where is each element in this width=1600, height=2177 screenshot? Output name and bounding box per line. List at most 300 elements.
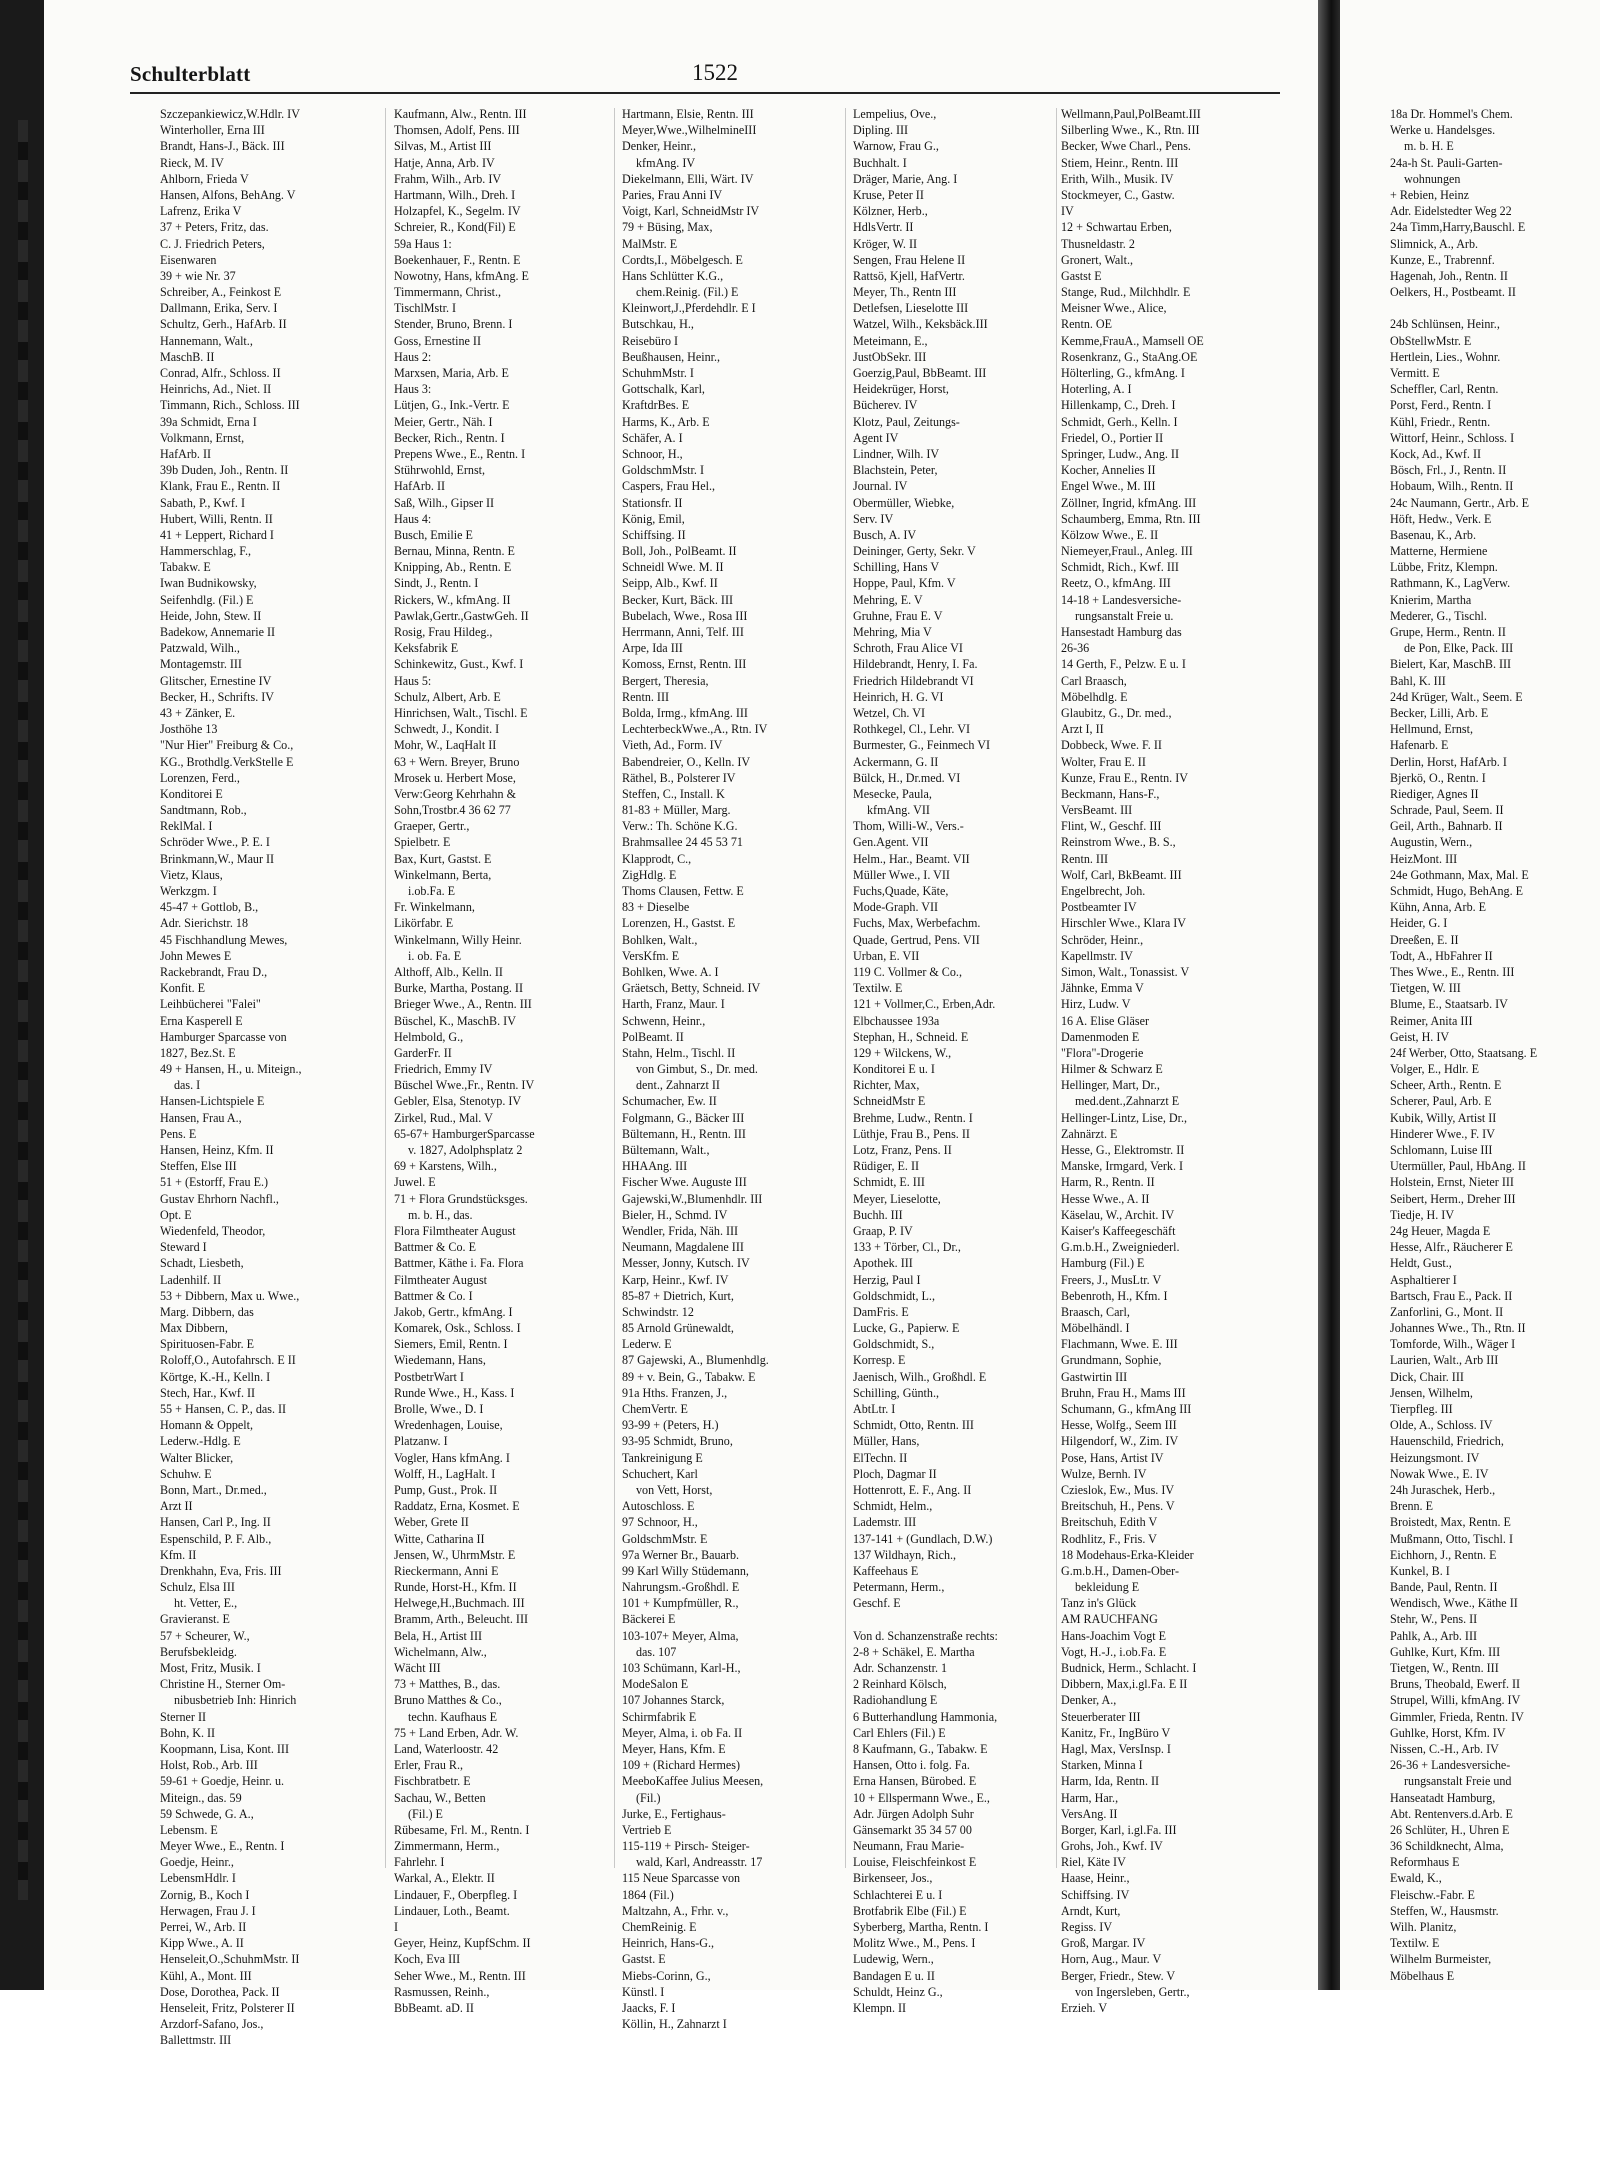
directory-entry: Ballettmstr. III (160, 2033, 232, 2048)
directory-entry: Schumacher, Ew. II (622, 1094, 717, 1109)
directory-entry: 97 Schnoor, H., (622, 1515, 698, 1530)
directory-entry: Silberling Wwe., K., Rtn. III (1061, 123, 1200, 138)
directory-entry: Rosig, Frau Hildeg., (394, 625, 493, 639)
directory-entry: Likörfabr. E (394, 916, 454, 931)
directory-entry: Budnick, Herm., Schlacht. I (1061, 1661, 1197, 1675)
directory-entry: MaschB. II (160, 349, 215, 364)
directory-entry: Schadt, Liesbeth, (160, 1256, 244, 1271)
directory-entry: Engel Wwe., M. III (1061, 479, 1156, 494)
directory-entry: kfmAng. IV (636, 155, 696, 170)
directory-entry: Lotz, Franz, Pens. II (853, 1143, 952, 1157)
directory-entry: Hartmann, Elsie, Rentn. III (622, 107, 754, 121)
column-divider (385, 108, 386, 1868)
directory-entry: Stationsfr. II (622, 495, 683, 510)
directory-entry: Bülck, H., Dr.med. VI (853, 770, 961, 785)
directory-entry: Borger, Karl, i.gl.Fa. III (1061, 1822, 1177, 1837)
directory-entry: Rattsö, Kjell, HafVertr. (853, 268, 965, 283)
directory-entry: ModeSalon E (622, 1677, 689, 1692)
directory-entry: Rübesame, Frl. M., Rentn. I (394, 1822, 530, 1837)
directory-entry: Gajewski,W.,Blumenhdlr. III (622, 1191, 763, 1206)
directory-entry: Steuerberater III (1061, 1709, 1141, 1724)
directory-entry: Kröger, W. II (853, 236, 917, 251)
directory-entry: Syberberg, Martha, Rentn. I (853, 1920, 989, 1934)
directory-entry: Wiedenfeld, Theodor, (160, 1223, 266, 1238)
directory-entry: techn. Kaufhaus E (408, 1709, 497, 1724)
directory-entry: Reetz, O., kfmAng. III (1061, 576, 1171, 591)
directory-entry: G.m.b.H., Damen-Ober- (1061, 1563, 1179, 1578)
directory-entry: Hinrichsen, Walt., Tischl. E (394, 705, 528, 720)
directory-entry: Von d. Schanzenstraße rechts: (853, 1628, 998, 1643)
directory-entry: JustObSekr. III (853, 349, 927, 364)
directory-entry: Serv. IV (853, 511, 894, 526)
directory-entry: Platzanw. I (394, 1434, 448, 1449)
directory-entry: Molitz Wwe., M., Pens. I (853, 1936, 976, 1951)
directory-entry: Kubik, Willy, Artist II (1390, 1110, 1497, 1125)
directory-entry: Simon, Walt., Tonassist. V (1061, 964, 1190, 979)
directory-entry: Sohn,Trostbr.4 36 62 77 (394, 803, 511, 818)
directory-entry: Busch, Emilie E (394, 527, 473, 542)
directory-entry: Hansen, Heinz, Kfm. II (160, 1143, 274, 1157)
directory-entry: Kfm. II (160, 1547, 197, 1562)
directory-entry: Becker, Wwe Charl., Pens. (1061, 139, 1191, 154)
directory-entry: Schirmfabrik E (622, 1709, 697, 1724)
directory-entry: Meyer Wwe., E., Rentn. I (160, 1839, 285, 1854)
directory-entry: 91a Hths. Franzen, J., (622, 1385, 728, 1400)
directory-entry: Eisenwaren (160, 252, 217, 267)
directory-entry: 107 Johannes Starck, (622, 1693, 725, 1708)
directory-entry: Riel, Käte IV (1061, 1855, 1126, 1870)
directory-entry: Keksfabrik E (394, 641, 459, 656)
directory-entry: Schreier, R., Kond(Fil) E (394, 220, 516, 235)
directory-entry: Porst, Ferd., Rentn. I (1390, 398, 1492, 413)
directory-entry: Agent IV (853, 430, 899, 445)
directory-entry: Gen.Agent. VII (853, 835, 929, 850)
directory-entry: Sterner II (160, 1709, 207, 1724)
directory-entry: Heidekrüger, Horst, (853, 382, 949, 397)
directory-entry: 45 Fischhandlung Mewes, (160, 932, 288, 947)
directory-entry: Most, Fritz, Musik. I (160, 1661, 261, 1675)
directory-entry: 75 + Land Erben, Adr. W. (394, 1725, 519, 1740)
directory-entry: 10 + Ellspermann Wwe., E., (853, 1790, 990, 1805)
directory-entry: Stange, Rud., Milchhdlr. E (1061, 285, 1191, 300)
directory-entry: Geist, H. IV (1390, 1029, 1450, 1044)
directory-entry: Kocher, Annelies II (1061, 463, 1156, 478)
directory-entry: Wolf, Carl, BkBeamt. III (1061, 867, 1182, 882)
directory-entry: 53 + Dibbern, Max u. Wwe., (160, 1288, 300, 1303)
directory-entry: Butschkau, H., (622, 317, 694, 332)
directory-entry: Schneidl Wwe. M. II (622, 560, 724, 575)
directory-entry: Hellinger, Mart, Dr., (1061, 1078, 1160, 1093)
directory-entry: Müller, Hans, (853, 1434, 920, 1449)
directory-entry: Caspers, Frau Hel., (622, 479, 716, 494)
directory-entry: 103-107+ Meyer, Alma, (622, 1628, 739, 1643)
directory-entry: Volkmann, Ernst, (160, 430, 245, 445)
directory-entry: Büschel, K., MaschB. IV (394, 1013, 516, 1028)
column-divider (845, 108, 846, 1868)
directory-entry: Riediger, Agnes II (1390, 786, 1479, 801)
directory-entry: 45-47 + Gottlob, B., (160, 900, 259, 915)
directory-entry: 79 + Büsing, Max, (622, 220, 713, 235)
directory-entry: Bartsch, Frau E., Pack. II (1390, 1288, 1513, 1303)
directory-entry: i.ob.Fa. E (408, 884, 456, 898)
directory-entry: Rickers, W., kfmAng. II (394, 592, 511, 607)
directory-entry: Althoff, Alb., Kelln. II (394, 964, 503, 979)
directory-entry: Zirkel, Rud., Mal. V (394, 1110, 493, 1125)
directory-entry: Bültemann, H., Rentn. III (622, 1126, 746, 1141)
directory-entry: Ploch, Dagmar II (853, 1466, 937, 1481)
directory-entry: Meyer, Alma, i. ob Fa. II (622, 1725, 743, 1740)
book-gutter (1318, 0, 1340, 1990)
directory-entry: Hannemann, Walt., (160, 333, 253, 348)
directory-entry: Hagl, Max, VersInsp. I (1061, 1741, 1171, 1756)
directory-entry: Vogler, Hans kfmAng. I (394, 1450, 510, 1465)
directory-entry: Raddatz, Erna, Kosmet. E (394, 1499, 520, 1514)
directory-entry: Warnow, Frau G., (853, 139, 939, 154)
directory-entry: Kaufmann, Alw., Rentn. III (394, 107, 527, 121)
directory-entry: Hamburg (Fil.) E (1061, 1256, 1145, 1271)
directory-entry: Thes Wwe., E., Rentn. III (1390, 964, 1515, 979)
directory-entry: Bebenroth, H., Kfm. I (1061, 1288, 1168, 1303)
directory-entry: Johannes Wwe., Th., Rtn. II (1390, 1321, 1526, 1336)
directory-entry: Badekow, Annemarie II (160, 625, 276, 639)
directory-entry: Adr. Jürgen Adolph Suhr (853, 1806, 974, 1821)
directory-entry: Apothek. III (853, 1256, 913, 1271)
directory-entry: HHAAng. III (622, 1159, 688, 1174)
directory-entry: Flachmann, Wwe. E. III (1061, 1337, 1178, 1352)
directory-entry: Todt, A., HbFahrer II (1390, 948, 1493, 963)
directory-entry: Denker, A., (1061, 1693, 1117, 1708)
directory-entry: Dräger, Marie, Ang. I (853, 171, 958, 186)
directory-entry: Elbchaussee 193a (853, 1013, 940, 1028)
directory-entry: Arzt I, II (1061, 722, 1104, 737)
directory-entry: Schinkewitz, Gust., Kwf. I (394, 657, 524, 672)
directory-entry: GarderFr. II (394, 1045, 452, 1060)
directory-entry: Wilh. Planitz, (1390, 1920, 1457, 1934)
directory-entry: Stephan, H., Schneid. E (853, 1029, 969, 1044)
directory-entry: Helmbold, G., (394, 1029, 464, 1044)
directory-entry: Hatje, Anna, Arb. IV (394, 155, 495, 170)
directory-entry: 85-87 + Dietrich, Kurt, (622, 1288, 734, 1303)
directory-entry: 18a Dr. Hommel's Chem. (1390, 107, 1513, 121)
directory-entry: Erna Kasperell E (160, 1013, 243, 1028)
directory-entry: Beckmann, Hans-F., (1061, 786, 1160, 801)
directory-entry: Kühl, A., Mont. III (160, 1968, 252, 1983)
directory-entry: Josthöhe 13 (160, 722, 218, 737)
directory-entry: Springer, Ludw., Ang. II (1061, 446, 1179, 461)
directory-entry: Bohlken, Walt., (622, 932, 698, 947)
directory-entry: Szczepankiewicz,W.Hdlr. IV (160, 107, 300, 121)
directory-entry: 83 + Dieselbe (622, 900, 690, 915)
directory-entry: Volger, E., Hdlr. E (1390, 1062, 1479, 1077)
directory-entry: IV (1061, 204, 1074, 219)
directory-entry: 55 + Hansen, C. P., das. II (160, 1402, 287, 1416)
directory-entry: Steffen, C., Install. K (622, 786, 725, 801)
directory-entry: 12 + Schwartau Erben, (1061, 220, 1172, 235)
directory-entry: HafArb. II (160, 446, 212, 461)
directory-entry: Neumann, Frau Marie- (853, 1839, 965, 1854)
directory-entry: Reimer, Anita III (1390, 1013, 1473, 1028)
directory-entry: (Fil.) E (408, 1806, 443, 1821)
directory-entry: Opt. E (160, 1207, 192, 1222)
directory-entry: Bohlken, Wwe. A. I (622, 964, 719, 979)
directory-entry: Adr. Eidelstedter Weg 22 (1390, 204, 1512, 219)
directory-entry: Goldschmidt, S., (853, 1337, 935, 1352)
directory-entry: 1864 (Fil.) (622, 1887, 674, 1902)
directory-entry: Schultz, Gerh., HafArb. II (160, 317, 287, 332)
directory-entry: 37 + Peters, Fritz, das. (160, 220, 269, 235)
directory-entry: Dose, Dorothea, Pack. II (160, 1984, 280, 1999)
directory-entry: Hildebrandt, Henry, I. Fa. (853, 657, 978, 672)
directory-entry: Gottschalk, Karl, (622, 382, 705, 397)
directory-entry: Winkelmann, Willy Heinr. (394, 932, 522, 947)
directory-entry: 24g Heuer, Magda E (1390, 1223, 1491, 1238)
directory-entry: Sandtmann, Rob., (160, 803, 247, 818)
directory-entry: HeizMont. III (1390, 851, 1458, 866)
directory-entry: Winterholler, Erna III (160, 123, 265, 138)
directory-entry: PolBeamt. II (622, 1029, 684, 1044)
directory-entry: Filmtheater August (394, 1272, 488, 1287)
directory-entry: Stiem, Heinr., Rentn. III (1061, 155, 1179, 170)
directory-entry: Braasch, Carl, (1061, 1304, 1130, 1319)
directory-entry: Hansen, Carl P., Ing. II (160, 1515, 271, 1530)
directory-entry: Jurke, E., Fertighaus- (622, 1806, 726, 1821)
directory-entry: Schwenn, Heinr., (622, 1013, 706, 1028)
directory-entry: 41 + Leppert, Richard I (160, 527, 274, 542)
directory-entry: GoldschmMstr. E (622, 1531, 708, 1546)
directory-entry: Derlin, Horst, HafArb. I (1390, 754, 1507, 769)
directory-entry: Bäckerei E (622, 1612, 676, 1627)
directory-entry: Schuhw. E (160, 1466, 212, 1481)
directory-entry: Eichhorn, J., Rentn. E (1390, 1547, 1497, 1562)
directory-entry: Harm, R., Rentn. II (1061, 1175, 1155, 1190)
directory-entry: Klank, Frau E., Rentn. II (160, 479, 281, 494)
directory-entry: Arpe, Ida III (622, 641, 683, 656)
directory-entry: bekleidung E (1075, 1580, 1140, 1595)
directory-entry: 89 + v. Bein, G., Tabakw. E (622, 1369, 756, 1384)
directory-entry: Hobaum, Wilh., Rentn. II (1390, 479, 1514, 494)
directory-entry: Runde, Horst-H., Kfm. II (394, 1580, 517, 1595)
directory-entry: Rodhlitz, F., Fris. V (1061, 1531, 1157, 1546)
directory-entry: Köllin, H., Zahnarzt I (622, 2017, 727, 2032)
directory-entry: Lorenzen, Ferd., (160, 770, 240, 785)
directory-entry: 24b Schlünsen, Heinr., (1390, 317, 1500, 332)
directory-entry: Freers, J., MusLtr. V (1061, 1272, 1162, 1287)
directory-entry: Stech, Har., Kwf. II (160, 1385, 256, 1400)
directory-entry: Schilling, Günth., (853, 1385, 940, 1400)
directory-entry: Scherer, Paul, Arb. E (1390, 1094, 1492, 1109)
directory-column-5 (1061, 106, 1275, 2016)
directory-entry: Verw:Georg Kehrhahn & (394, 786, 517, 801)
directory-entry: Möbelhdlg. E (1061, 689, 1128, 704)
directory-entry: Wulze, Bernh. IV (1061, 1466, 1147, 1481)
directory-entry: Wendler, Frida, Näh. III (622, 1223, 739, 1238)
directory-entry: Prepens Wwe., E., Rentn. I (394, 446, 526, 461)
directory-entry: von Gimbut, S., Dr. med. (636, 1062, 758, 1077)
directory-entry: Zanforlini, G., Mont. II (1390, 1304, 1504, 1319)
directory-entry: Paries, Frau Anni IV (622, 187, 723, 202)
directory-entry: 119 C. Vollmer & Co., (853, 964, 962, 979)
directory-entry: Schaumberg, Emma, Rtn. III (1061, 511, 1201, 526)
directory-entry: 18 Modehaus-Erka-Kleider (1061, 1547, 1194, 1562)
directory-entry: Nissen, C.-H., Arb. IV (1390, 1741, 1499, 1756)
directory-entry: Herwagen, Frau J. I (160, 1903, 256, 1918)
directory-entry: Wiedemann, Hans, (394, 1353, 486, 1368)
directory-entry: John Mewes E (160, 948, 232, 963)
directory-entry: Holzapfel, K., Segelm. IV (394, 204, 521, 219)
directory-entry: Lucke, G., Papierw. E (853, 1321, 960, 1336)
directory-entry: 65-67+ HamburgerSparcasse (394, 1126, 535, 1141)
directory-entry: Schmidt, Hugo, BehAng. E (1390, 884, 1524, 898)
directory-entry (853, 1611, 1061, 1627)
directory-entry: 87 Gajewski, A., Blumenhdlg. (622, 1353, 769, 1368)
directory-entry: Holstein, Ernst, Nieter III (1390, 1175, 1514, 1190)
directory-column-2 (394, 106, 604, 2016)
directory-entry: I (394, 1920, 399, 1934)
directory-entry: Werke u. Handelsges. (1390, 123, 1496, 138)
directory-entry: Friedel, O., Portier II (1061, 430, 1164, 445)
directory-entry: Montagemstr. III (160, 657, 242, 672)
directory-entry: Gimmler, Frieda, Rentn. IV (1390, 1709, 1524, 1724)
directory-entry: Pawlak,Gertr.,GastwGeh. II (394, 608, 529, 623)
directory-entry: Breitschuh, Edith V (1061, 1515, 1158, 1530)
directory-entry: Schlomann, Luise III (1390, 1143, 1493, 1157)
directory-entry: Koch, Eva III (394, 1952, 461, 1967)
directory-entry: Tietgen, W., Rentn. III (1390, 1661, 1499, 1675)
directory-entry: Harms, K., Arb. E (622, 414, 710, 429)
directory-entry: Bahl, K. III (1390, 673, 1446, 688)
directory-entry: 73 + Matthes, B., das. (394, 1677, 501, 1692)
directory-entry: 26-36 + Landesversiche- (1390, 1758, 1511, 1773)
directory-entry: Kölzow Wwe., E. II (1061, 527, 1159, 542)
directory-entry: Schwindstr. 12 (622, 1304, 694, 1319)
directory-entry: Textilw. E (853, 981, 903, 996)
directory-entry: Steffen, W., Hausmstr. (1390, 1903, 1499, 1918)
directory-entry: Glitscher, Ernestine IV (160, 673, 272, 688)
directory-entry: Steward I (160, 1240, 207, 1255)
directory-entry: Verw.: Th. Schöne K.G. (622, 819, 738, 834)
directory-entry: Komarek, Osk., Schloss. I (394, 1321, 521, 1336)
directory-entry: Klotz, Paul, Zeitungs- (853, 414, 960, 429)
directory-entry: Bohn, K. II (160, 1725, 216, 1740)
directory-entry: Herrmann, Anni, Telf. III (622, 625, 744, 639)
directory-entry: C. J. Friedrich Peters, (160, 236, 265, 251)
directory-entry: 85 Arnold Grünewaldt, (622, 1321, 734, 1336)
directory-entry: Lederw.-Hdlg. E (160, 1434, 241, 1449)
directory-entry: Busch, A. IV (853, 527, 917, 542)
directory-entry: Buchhalt. I (853, 155, 907, 170)
directory-entry: Starken, Minna I (1061, 1758, 1143, 1773)
directory-entry: Adr. Schanzenstr. 1 (853, 1661, 948, 1675)
directory-entry: de Pon, Elke, Pack. III (1404, 641, 1514, 656)
directory-entry: Rentn. III (622, 689, 670, 704)
directory-entry: Schulz, Albert, Arb. E (394, 689, 501, 704)
directory-entry: Geil, Arth., Bahnarb. II (1390, 819, 1503, 834)
directory-entry: Schrade, Paul, Seem. II (1390, 803, 1504, 818)
directory-entry: Hanseatadt Hamburg, (1390, 1790, 1496, 1805)
directory-entry: Sabath, P., Kwf. I (160, 495, 245, 510)
directory-entry: Geschf. E (853, 1596, 901, 1611)
directory-entry: Wilhelm Burmeister, (1390, 1952, 1492, 1967)
directory-entry: Frahm, Wilh., Arb. IV (394, 171, 502, 186)
directory-entry: Berufsbekleidg. (160, 1644, 237, 1659)
directory-entry: Hubert, Willi, Rentn. II (160, 511, 273, 526)
directory-entry: Gustav Ehrhorn Nachfl., (160, 1191, 279, 1206)
directory-entry: Hoppe, Paul, Kfm. V (853, 576, 956, 591)
directory-entry: 8 Kaufmann, G., Tabakw. E (853, 1741, 988, 1756)
directory-entry: Schlachterei E u. I (853, 1887, 943, 1902)
directory-entry: 71 + Flora Grundstücksges. (394, 1191, 528, 1206)
page-number: 1522 (692, 60, 738, 85)
directory-entry: Bruhn, Frau H., Mams III (1061, 1385, 1186, 1400)
directory-entry: KG., Brothdlg.VerkStelle E (160, 754, 294, 769)
directory-entry: 24a Timm,Harry,Bauschl. E (1390, 220, 1526, 235)
directory-entry: MeeboKaffee Julius Meesen, (622, 1774, 764, 1789)
directory-column-6 (1390, 106, 1600, 1984)
directory-entry: Brotfabrik Elbe (Fil.) E (853, 1903, 967, 1918)
directory-entry: Laurien, Walt., Arb III (1390, 1353, 1499, 1368)
directory-entry: PostbetrWart I (394, 1369, 464, 1384)
directory-entry: Broistedt, Max, Rentn. E (1390, 1515, 1511, 1530)
directory-entry: Kölzner, Herb., (853, 204, 928, 219)
directory-entry: Möbelhaus E (1390, 1968, 1455, 1983)
directory-entry: Konditorei E u. I (853, 1062, 935, 1077)
directory-entry: Tietgen, W. III (1390, 981, 1461, 996)
directory-entry: Kruse, Peter II (853, 187, 924, 202)
directory-entry: Hilmer & Schwarz E (1061, 1062, 1163, 1077)
directory-entry: von Vett, Horst, (636, 1482, 713, 1497)
directory-entry: Scheffler, Carl, Rentn. (1390, 382, 1499, 397)
directory-entry: Christine H., Sterner Om- (160, 1677, 286, 1692)
directory-entry: Guhlke, Kurt, Kfm. III (1390, 1644, 1501, 1659)
directory-entry: Neumann, Magdalene III (622, 1240, 744, 1255)
directory-entry: Hertlein, Lies., Wohnr. (1390, 349, 1501, 364)
directory-entry: Brolle, Wwe., D. I (394, 1402, 484, 1416)
directory-entry: Fischer Wwe. Auguste III (622, 1175, 747, 1190)
directory-entry: Hagenah, Joh., Rentn. II (1390, 268, 1508, 283)
directory-entry: Homann & Oppelt, (160, 1418, 254, 1433)
directory-entry: Schmidt, Rich., Kwf. III (1061, 560, 1179, 575)
directory-column-3 (622, 106, 830, 2032)
directory-entry: Lütjen, G., Ink.-Vertr. E (394, 398, 510, 413)
directory-entry: Becker, Rich., Rentn. I (394, 430, 505, 445)
directory-entry: Brandt, Hans-J., Bäck. III (160, 139, 285, 154)
directory-entry: Schiffsing. II (622, 527, 686, 542)
directory-entry: 49 + Hansen, H., u. Miteign., (160, 1062, 302, 1077)
directory-entry: Marg. Dibbern, das (160, 1304, 254, 1319)
directory-entry: Wellmann,Paul,PolBeamt.III (1061, 107, 1201, 121)
directory-entry: Tabakw. E (160, 560, 211, 575)
directory-entry: Tankreinigung E (622, 1450, 703, 1465)
directory-entry: Steffen, Else III (160, 1159, 237, 1174)
directory-entry: Becker, Lilli, Arb. E (1390, 705, 1489, 720)
directory-entry: Haus 2: (394, 349, 432, 364)
directory-entry: Erith, Wilh., Musik. IV (1061, 171, 1174, 186)
directory-entry: Jensen, W., UhrmMstr. E (394, 1547, 516, 1562)
directory-entry: 39 + wie Nr. 37 (160, 268, 236, 283)
directory-entry: Obermüller, Wiebke, (853, 495, 955, 510)
directory-entry: Erler, Frau R., (394, 1758, 464, 1773)
directory-entry: Arndt, Kurt, (1061, 1903, 1121, 1918)
directory-entry: Wächt III (394, 1661, 441, 1675)
directory-entry: Hansen, Frau A., (160, 1110, 242, 1125)
directory-entry: Hafenarb. E (1390, 738, 1449, 753)
directory-entry: 39b Duden, Joh., Rentn. II (160, 463, 289, 478)
directory-entry: 137-141 + (Gundlach, D.W.) (853, 1531, 993, 1546)
directory-entry: 26 Schlüter, H., Uhren E (1390, 1822, 1510, 1837)
directory-entry: Konfit. E (160, 981, 206, 996)
directory-entry: Wetzel, Ch. VI (853, 705, 926, 720)
directory-entry: Seifenhdlg. (Fil.) E (160, 592, 254, 607)
